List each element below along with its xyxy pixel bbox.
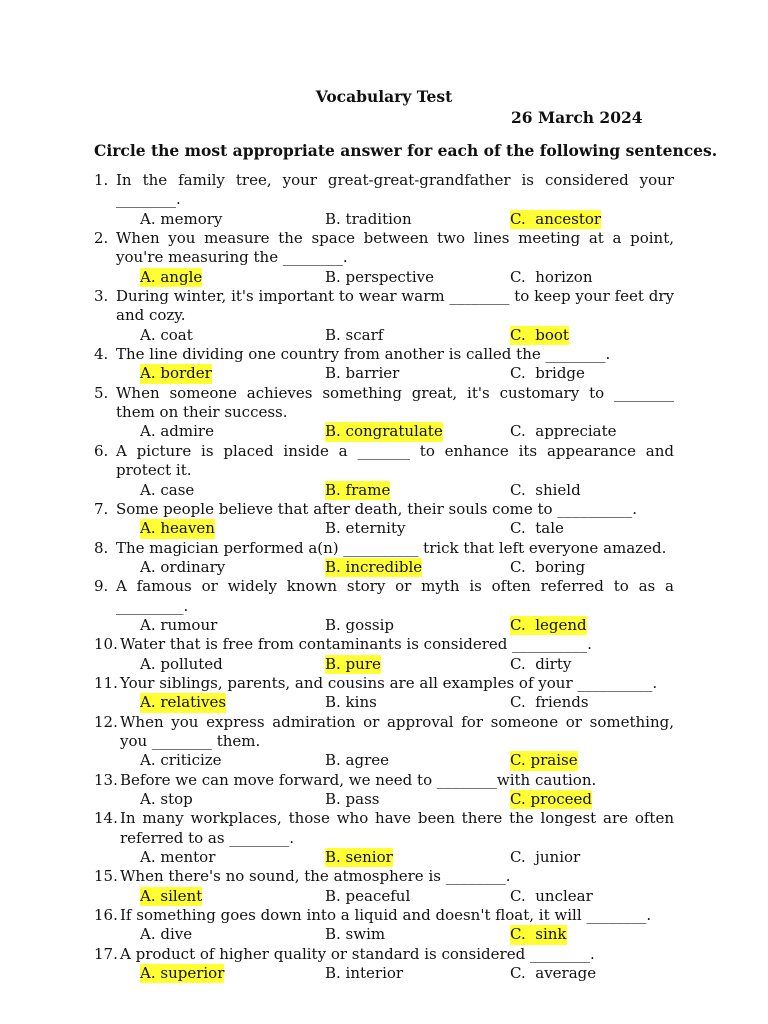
option-c-highlighted[interactable]: C. sink bbox=[510, 925, 567, 944]
question-item bbox=[94, 906, 674, 945]
option-a[interactable]: A. stop bbox=[140, 790, 193, 808]
question-number: 9. bbox=[94, 577, 109, 596]
question-number: 16. bbox=[94, 906, 118, 925]
question-list bbox=[94, 171, 674, 983]
answer-options bbox=[94, 693, 674, 712]
option-b[interactable]: B. barrier bbox=[325, 364, 400, 383]
option-b-highlighted[interactable]: B. incredible bbox=[325, 557, 423, 576]
option-c[interactable]: C. tale bbox=[510, 519, 564, 538]
question-body: If something goes down into a liquid and doesn't float, it will ________. bbox=[120, 906, 652, 925]
option-b[interactable]: B. interior bbox=[325, 964, 404, 983]
option-c[interactable]: C. bridge bbox=[510, 364, 585, 383]
option-c-highlighted[interactable]: C. praise bbox=[510, 751, 578, 770]
answer-options bbox=[94, 326, 674, 345]
question-text bbox=[94, 867, 674, 886]
option-c[interactable]: C. average bbox=[510, 964, 597, 983]
option-c[interactable]: C. boring bbox=[510, 557, 586, 576]
question-body: During winter, it's important to wear warm ________ to keep your feet dry and cozy. bbox=[116, 287, 674, 325]
question-body: Water that is free from contaminants is considered __________. bbox=[120, 635, 592, 654]
option-b[interactable]: B. pass bbox=[325, 790, 380, 808]
question-number: 7. bbox=[94, 499, 109, 518]
question-number: 3. bbox=[94, 287, 109, 306]
option-a-highlighted[interactable]: A. relatives bbox=[140, 693, 227, 712]
question-text bbox=[94, 771, 674, 790]
option-c[interactable]: C. horizon bbox=[510, 267, 593, 286]
option-a[interactable]: A. coat bbox=[140, 325, 193, 344]
answer-options bbox=[94, 751, 674, 770]
question-number: 2. bbox=[94, 229, 109, 248]
answer-options bbox=[94, 268, 674, 287]
question-item bbox=[94, 674, 674, 713]
question-number: 5. bbox=[94, 383, 109, 402]
option-b[interactable]: B. perspective bbox=[325, 267, 434, 286]
option-a-highlighted[interactable]: A. heaven bbox=[140, 519, 215, 538]
answer-options bbox=[94, 790, 674, 809]
question-body: When you express admiration or approval for someone or something, you ________ them. bbox=[120, 712, 674, 750]
question-item bbox=[94, 287, 674, 345]
page-title: Vocabulary Test bbox=[315, 87, 453, 106]
option-c[interactable]: C. shield bbox=[510, 480, 581, 499]
question-body: In the family tree, your great-great-grandfather is considered your ________. bbox=[116, 171, 674, 209]
question-item bbox=[94, 809, 674, 867]
question-body: A famous or widely known story or myth is often referred to as a _________. bbox=[116, 577, 674, 615]
question-number: 14. bbox=[94, 809, 118, 828]
question-item bbox=[94, 384, 674, 442]
option-b[interactable]: B. scarf bbox=[325, 325, 384, 344]
question-item bbox=[94, 945, 674, 984]
answer-options bbox=[94, 558, 674, 577]
option-c[interactable]: C. friends bbox=[510, 693, 589, 712]
option-a[interactable]: A. mentor bbox=[140, 848, 216, 867]
option-c[interactable]: C. appreciate bbox=[510, 422, 617, 441]
question-number: 10. bbox=[94, 635, 118, 654]
question-text bbox=[94, 287, 674, 326]
option-b-highlighted[interactable]: B. pure bbox=[325, 654, 381, 673]
question-item bbox=[94, 713, 674, 771]
option-a[interactable]: A. memory bbox=[140, 209, 223, 228]
option-a[interactable]: A. admire bbox=[140, 422, 214, 441]
option-b[interactable]: B. peaceful bbox=[325, 886, 411, 905]
option-a[interactable]: A. ordinary bbox=[140, 557, 226, 576]
option-c[interactable]: C. unclear bbox=[510, 886, 593, 905]
question-number: 13. bbox=[94, 770, 118, 789]
answer-options bbox=[94, 887, 674, 906]
option-b[interactable]: B. swim bbox=[325, 925, 386, 944]
question-text bbox=[94, 345, 674, 364]
question-text bbox=[94, 500, 674, 519]
question-item bbox=[94, 771, 674, 810]
question-text bbox=[94, 809, 674, 848]
question-text bbox=[94, 713, 674, 752]
option-b[interactable]: B. gossip bbox=[325, 615, 394, 634]
option-c[interactable]: C. junior bbox=[510, 848, 581, 867]
instruction-text: Circle the most appropriate answer for each of the following sentences. bbox=[94, 141, 718, 160]
answer-options bbox=[94, 422, 674, 441]
question-item bbox=[94, 171, 674, 229]
answer-options bbox=[94, 481, 674, 500]
question-item bbox=[94, 229, 674, 287]
option-a-highlighted[interactable]: A. angle bbox=[140, 267, 203, 286]
option-c-highlighted[interactable]: C. legend bbox=[510, 615, 587, 634]
question-number: 12. bbox=[94, 712, 118, 731]
answer-options bbox=[94, 616, 674, 635]
answer-options bbox=[94, 210, 674, 229]
option-c-highlighted[interactable]: C. ancestor bbox=[510, 209, 602, 228]
question-text bbox=[94, 577, 674, 616]
question-body: When there's no sound, the atmosphere is ________. bbox=[120, 867, 511, 886]
question-body: Your siblings, parents, and cousins are all examples of your __________. bbox=[120, 673, 658, 692]
question-item bbox=[94, 345, 674, 384]
option-a[interactable]: A. rumour bbox=[140, 615, 218, 634]
option-a-highlighted[interactable]: A. border bbox=[140, 364, 212, 383]
question-item bbox=[94, 500, 674, 539]
question-body: When you measure the space between two lines meeting at a point, you're measuring the ________. bbox=[116, 229, 674, 267]
option-a-highlighted[interactable]: A. superior bbox=[140, 964, 225, 983]
question-text bbox=[94, 674, 674, 693]
question-text bbox=[94, 945, 674, 964]
answer-options bbox=[94, 364, 674, 383]
question-text bbox=[94, 635, 674, 654]
question-number: 6. bbox=[94, 441, 109, 460]
question-item bbox=[94, 635, 674, 674]
option-c-highlighted[interactable]: C. proceed bbox=[510, 790, 593, 808]
option-a[interactable]: A. case bbox=[140, 480, 195, 499]
option-a[interactable]: A. polluted bbox=[140, 654, 223, 673]
question-number: 11. bbox=[94, 673, 118, 692]
option-b-highlighted[interactable]: B. senior bbox=[325, 848, 393, 867]
test-date: 26 March 2024 bbox=[511, 108, 643, 127]
option-c[interactable]: C. dirty bbox=[510, 654, 572, 673]
question-body: A picture is placed inside a _______ to enhance its appearance and protect it. bbox=[116, 441, 674, 480]
option-c-highlighted[interactable]: C. boot bbox=[510, 325, 569, 344]
option-b[interactable]: B. tradition bbox=[325, 209, 412, 228]
question-body: In many workplaces, those who have been there the longest are often referred to as ________. bbox=[120, 809, 674, 847]
option-b-highlighted[interactable]: B. frame bbox=[325, 480, 391, 499]
question-text bbox=[94, 171, 674, 210]
question-item bbox=[94, 577, 674, 635]
question-text bbox=[94, 229, 674, 268]
question-body: The line dividing one country from another is called the ________. bbox=[116, 345, 611, 364]
option-a[interactable]: A. criticize bbox=[140, 751, 222, 770]
answer-options bbox=[94, 925, 674, 944]
question-item bbox=[94, 539, 674, 578]
question-item bbox=[94, 867, 674, 906]
question-number: 17. bbox=[94, 944, 118, 963]
question-body: Some people believe that after death, their souls come to __________. bbox=[116, 499, 638, 518]
option-b[interactable]: B. kins bbox=[325, 693, 377, 712]
question-body: When someone achieves something great, it's customary to ________ them on their success. bbox=[116, 383, 674, 422]
question-number: 15. bbox=[94, 867, 118, 886]
answer-options bbox=[94, 848, 674, 867]
question-body: A product of higher quality or standard is considered ________. bbox=[120, 944, 595, 963]
question-text bbox=[94, 442, 674, 481]
question-text bbox=[94, 539, 674, 558]
question-body: The magician performed a(n) __________ trick that left everyone amazed. bbox=[116, 538, 667, 557]
question-text bbox=[94, 906, 674, 925]
answer-options bbox=[94, 964, 674, 983]
question-text bbox=[94, 384, 674, 423]
question-item bbox=[94, 442, 674, 500]
option-a-highlighted[interactable]: A. silent bbox=[140, 886, 203, 905]
answer-options bbox=[94, 655, 674, 674]
option-b-highlighted[interactable]: B. congratulate bbox=[325, 422, 443, 441]
option-a[interactable]: A. dive bbox=[140, 925, 193, 944]
option-b[interactable]: B. eternity bbox=[325, 519, 406, 538]
question-number: 8. bbox=[94, 538, 109, 557]
answer-options bbox=[94, 519, 674, 538]
question-body: Before we can move forward, we need to ________with caution. bbox=[120, 770, 597, 789]
question-number: 1. bbox=[94, 171, 109, 189]
question-number: 4. bbox=[94, 345, 109, 364]
option-b[interactable]: B. agree bbox=[325, 751, 390, 770]
